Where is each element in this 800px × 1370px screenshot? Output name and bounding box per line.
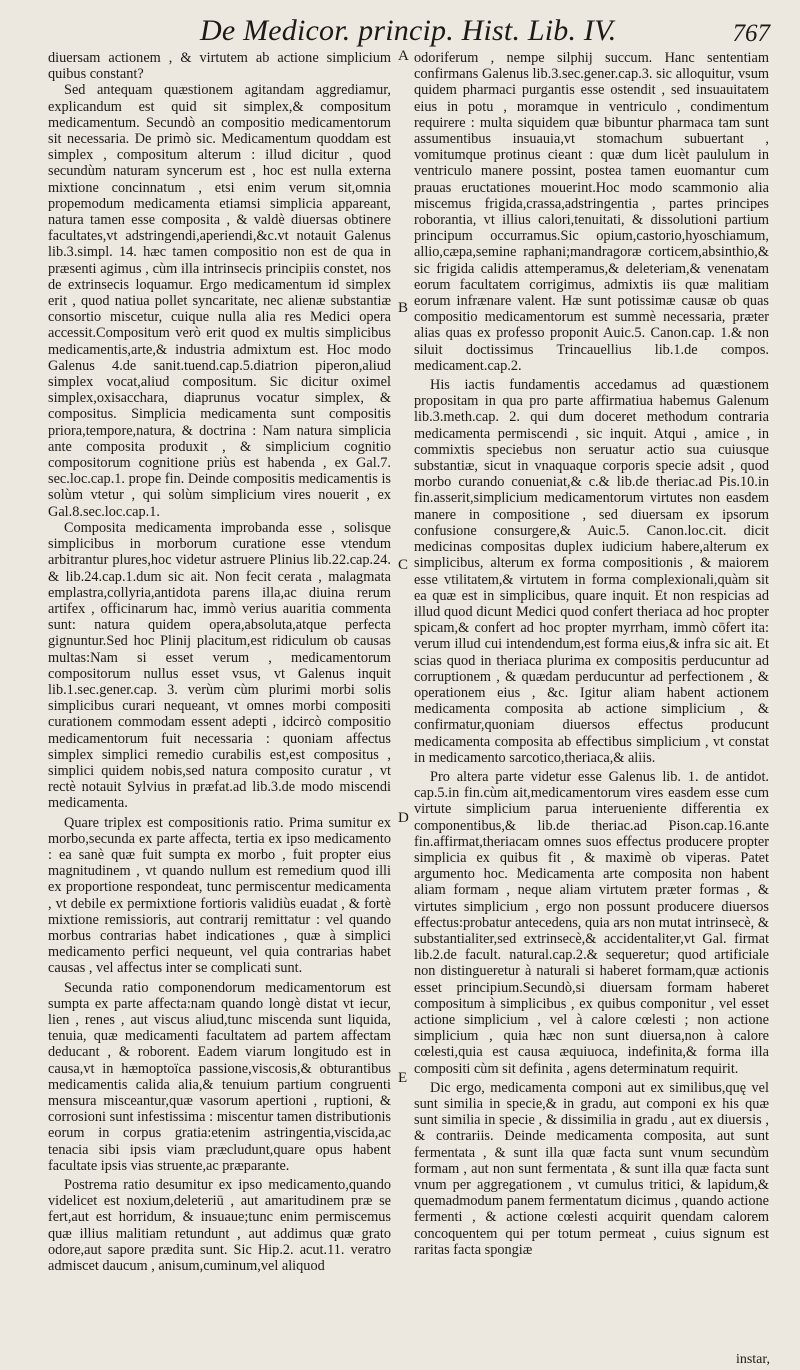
margin-marker-b: B <box>398 300 409 316</box>
left-column <box>48 50 391 1365</box>
paragraph: Pro altera parte videtur esse Galenus lib. 1. de antidot. cap.5.in fin.cùm ait,medicamentorum vires easdem esse cum virtute simplicium parua interueniente differentia ex componentibus,& lib.de theriac.ad Pison.cap.16.ante fin.affirmat,theriacam omnes suos effectus producere propter simplicia ex quibus fit , & maximè ob viperas. Patet argumento hoc. Medicamenta arte composita non habent aliam formam , neque aliam virtutem præter formas , & virtutes simplicium , ergo non possunt producere diuersos effectus:probatur antecedens, quia ars non mutat intrinsecè, & substantialiter,sed extrinsecè,& accidentaliter,vt Gal. firmat lib.2.de facult. natural.cap.2.& sequeretur; quod artificiale non distingueretur à naturali si haberet formam,quæ actionis esset principium.Secundò,si diuersam formam haberet compositum à simplicibus , ex quibus componitur , vel esset actione simplicium , vel à calore cœlesti ; non actione simplicium , quia hæc non sunt diuersa,non à calore cœlesti,quia est causa æquiuoca, indefinita,& forma illa compositi cùm sit definita , agens determinatum requirit. <box>414 768 769 1077</box>
paragraph: Secunda ratio componendorum medicamentorum est sumpta ex parte affecta:nam quando longè distat vt iecur, lien , renes , aut viscus aliud,tunc miscenda sunt liquida, tenuia, quæ medicamenti facultatem ad partem affectam deducant , & roborent. Eadem viarum longitudo est in causa,vt in hæmoptoïca passione,viscosis,& obturantibus medicamentis calida alia,& tenuium partium congruenti mensura misceantur,quæ vasorum apertioni , ruptioni, & corrosioni sunt infestissima : miscentur tamen distributionis eorum in corpus gratia:etenim astringentia,viscida,ac tenacia sibi ipsis viam præcludunt,quare opus habent facultate ipsis vias struente,ac præparante. <box>48 979 391 1174</box>
margin-marker-a: A <box>398 48 409 64</box>
paragraph: odoriferum , nempe silphij succum. Hanc sententiam confirmans Galenus lib.3.sec.gener.cap.3. sic alloquitur, vsum quidem pharmaci purgantis esse ostendit , sed insuauitatem eius in potu , moramque in ventriculo , condimentum requirere : multa siquidem quæ bibuntur pharmaca tam sunt assumentibus insuauia,vt stomachum subuertant , vomitumque protinus cieant : quæ dum licèt paululum in ventriculo manere possint, postea tamen euomantur cum prauas eructationes mouerint.Hoc modo scammonio alia miscemus frigida,crassa,adstringentia , partes principes roborantia, vt illius calori,tenuitati, & dissolutioni partium principum occurramus.Sic opium,castorio,hyoschiamum, allio,cæpa,semine raphani;mandragoræ corticem,absinthio,& sic frigida calidis attemperamus,& deleteriam,& venenatam eorum facultatem corrigimus, admixtis iis quæ malitiam eorum infrænare valent. Hæ sunt potissimæ causæ ob quas compositio medicamentorum est summè necessaria, præter alias quas ex professo proponit Auic.5. Canon.cap. 1.& non siluit doctissimus Trincauellius lib.1.de compos. medicament.cap.2. <box>414 50 769 374</box>
margin-marker-e: E <box>398 1070 408 1086</box>
running-head: De Medicor. princip. Hist. Lib. IV. <box>200 14 617 47</box>
margin-marker-c: C <box>398 557 409 573</box>
paragraph: Sed antequam quæstionem agitandam aggrediamur, explicandum est quid sit simplex,& compositum medicamentum. Secundò an compositio medicamentorum sit necessaria. De primò sic. Medicamentum quoddam est simplex , compositum alterum : illud dicitur , quod secundùm naturam syncerum est , hoc est nulla externa mixtione concinnatum , etsi enim verum sit,omnia propemodum medicamenta etiamsi simplicia appareant, natura tamen esse composita , & valdè diuersas obtinere facultates,vt adstringendi,aperiendi,&c.vt notauit Galenus lib.3.simpl. 14. hæc tamen compositio non est de qua in præsenti agimus , cùm illa intrinsecis principiis constet, nos de extrinsecis loquamur. Ergo medicamentum id simplex erit , quod natiua pollet syncaritate, nec alienæ substantiæ consortio miscetur, cuique nulla alia res Medici opera accessit.Compositum verò erit quod ex multis simplicibus medicamentis,arte,& industria admixtum est. Hoc modo Galenus 4.de sanit.tuend.cap.5.diatrion piperon,aliud simplex vocat,aliud compositum. Sic dicitur oximel simplex,oxisacchara, diaprunus vocatur simplex, & compositus. Simplicia medicamenta sunt compositis priora,tempore,natura, & doctrina : Nam natura simplicia ante composita produxit , & simplicium cognitio compositorum cognitione priùs est habenda , ex Gal.7. sec.loc.cap.1. prope fin. Deinde compositis medicamentis is solùm vtetur , qui solùm simplicium vires nouerit , ex Gal.8.sec.loc.cap.1. <box>48 82 391 520</box>
catchword: instar, <box>735 1352 770 1367</box>
paragraph: Composita medicamenta improbanda esse , solisque simplicibus in morborum curatione esse vtendum arbitrantur plures,hoc videtur astruere Plinius lib.22.cap.24. & lib.24.cap.1.dum sic ait. Non fecit cerata , malagmata emplastra,collyria,antidota parens illa,ac diuina rerum artifex , officinarum hac, immò verius auaritia commenta sunt: natura quidem opera,absoluta,atque perfecta gignuntur.Sed hoc Plinij placitum,est ridiculum ob causas multas:Nam si esset verum , medicamentorum compositorum nullus esset vsus, vt Galenus inquit lib.1.sec.gener.cap. 3. verùm cùm plurimi morbi solis simplicibus curari nequeant, vt omnes morbi compositi curationem commodam essent adepti , idcircò compositio medicamentorum fuit necessaria : quoniam affectus simplex simplici remedio curabilis est,est compositus , simplici quidem nobis,sed natura composito curatur , vt rectè notauit Sylvius in præfat.ad lib.3.de modo miscendi medicamenta. <box>48 519 391 812</box>
page-number: 767 <box>732 20 770 47</box>
paragraph: Postrema ratio desumitur ex ipso medicamento,quando videlicet est noxium,deleteriū , aut amaritudinem præ se fert,aut est horridum, & insuaue;tunc enim permiscemus quæ illius malitiam retundunt , aut addimus quæ grato odore,aut sapore prædita sunt. Sic Hip.2. acut.11. veratro admiscet daucum , anisum,cuminum,vel aliquod <box>48 1177 391 1275</box>
paragraph: Quare triplex est compositionis ratio. Prima sumitur ex morbo,secunda ex parte affecta, tertia ex ipso medicamento : ea sanè quæ fuit sumpta ex morbo , fuit propter eius magnitudinem , vt quando nullum est remedium quod illi ex proportione respondeat, tunc permiscentur medicamenta , vt debile ex permixtione fortioris validiùs euadat , & fortè mixtione remissioris, aut contrarij remittatur : vel quando morbus contrarias habet indicationes , quæ à simplici medicamento perfici nequeunt, vel quia contrarias habet causas , vel affectus inter se complicati sunt. <box>48 814 391 977</box>
paragraph: Dic ergo, medicamenta componi aut ex similibus,quę vel sunt similia in specie,& in gradu, aut componi ex his quæ sunt similia in specie , & dissimilia in gradu , aut ex diuersis , & contrariis. Deinde medicamenta composita, aut sunt fermentata , & sunt illa quæ facta sunt vnum secundùm formam , aut non sunt fermentata , & sunt illa quæ facta sunt vnum per aggregationem , vt cumulus tritici, & lapidum,& quemadmodum panem fermentatum dicimus , quando actione fermenti , & actione cœlesti acquirit quendam calorem concoquentem qui per totum permeat , cuius signum est raritas facta spongiæ <box>414 1079 769 1258</box>
paragraph: diuersam actionem , & virtutem ab actione simplicium quibus constant? <box>48 50 391 83</box>
margin-marker-d: D <box>398 810 409 826</box>
paragraph: His iactis fundamentis accedamus ad quæstionem propositam in qua pro parte affirmatiua habemus Galenum lib.3.meth.cap. 2. qui dum doceret methodum contraria medicamenta permiscendi , sic inquit. Atqui , amice , in commixtis speciebus non seruatur actio sua cuiusque substantiæ, sicut in vnaquaque corporis specie adsit , quod morbo curando conueniat,& c.& lib.de theriac.ad Pis.10.in fin.asserit,simplicium medicamentorum virtutes non easdem manere in compositione , sed diuersam ex ipsorum confusione consurgere,& Auic.5. Canon.loc.cit. dicit medicinas compositas duplex iudicium habere,alterum ex simplicibus, alterum ex forma compositionis , & maiorem esse vtilitatem,& virtutem in forma complexionali,quàm sit ea quæ est in simplicibus, quare inquit. Et non respicias ad illud quod dicunt Medici quod confert theriaca ad hoc propter spicam,& confert ad hoc propter myrrham, immò cōfert ita: verum illud cui intendendum,est forma eius,& infra sic ait. Et scias quod in theriaca plurima ex compositis perducuntur ad corruptionem , & quædam perducuntur ad perfectionem , & operationem eius , &c. Igitur aliam habent actionem medicamenta composita ab actione simplicium , & confirmatur,quoniam diuersos effectus producunt medicamenta composita ab effectibus simplicium , vt constat in medicamento sarcotico,theriaca,& aliis. <box>414 377 769 766</box>
right-column <box>414 50 769 1365</box>
